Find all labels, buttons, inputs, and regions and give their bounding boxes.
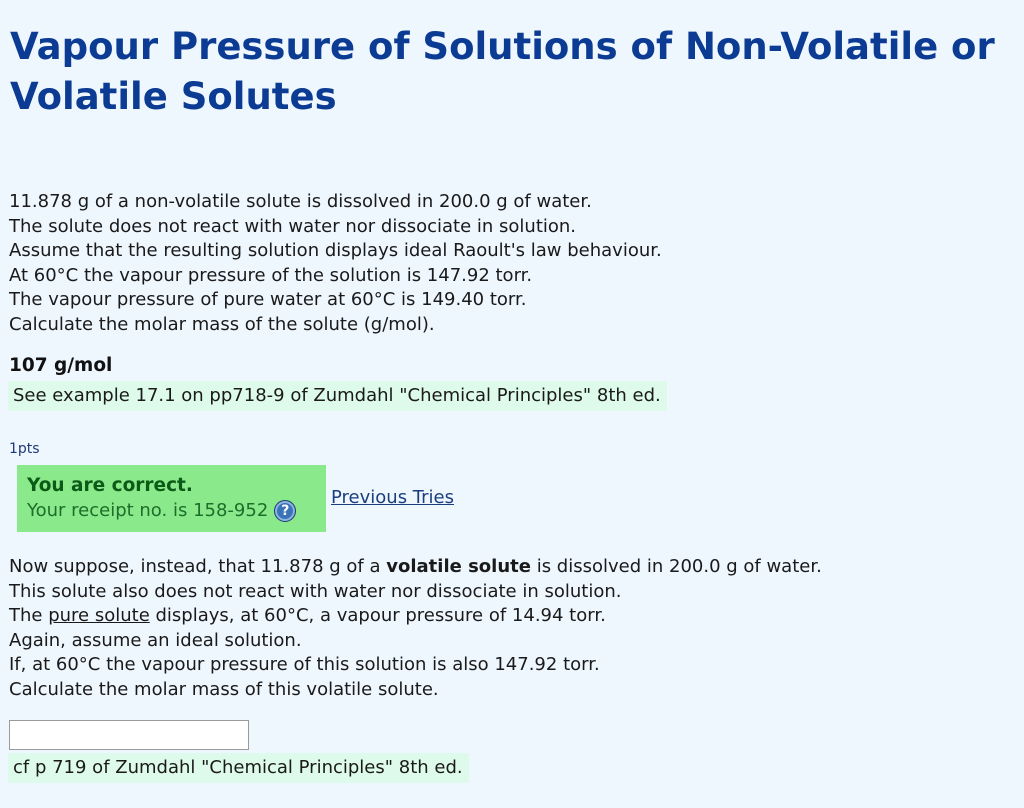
question-1-line: Calculate the molar mass of the solute (g/mol). [9, 313, 435, 335]
page-title [10, 22, 995, 122]
question-1-line: The solute does not react with water nor dissociate in solution. [9, 215, 577, 237]
question-1-line: 11.878 g of a non-volatile solute is dissolved in 200.0 g of water. [9, 191, 592, 212]
question-circle-icon[interactable]: ? [274, 500, 296, 522]
correct-feedback-box [17, 465, 326, 532]
receipt-number: 158-952 [193, 500, 269, 521]
question-2-hint: cf p 719 of Zumdahl "Chemical Principles" 8th ed. [8, 753, 469, 783]
correct-feedback-title: You are correct. [27, 475, 193, 496]
question-1-text [9, 190, 662, 337]
question-2-line-1-pre: Now suppose, instead, that 11.878 g of a [9, 556, 387, 577]
submitted-answer: 107 g/mol [9, 355, 113, 376]
question-2-line-5: If, at 60°C the vapour pressure of this solution is also 147.92 torr. [9, 654, 600, 675]
page-title-line-2: Volatile Solutes [10, 75, 337, 118]
question-2-line-3 [9, 604, 822, 629]
points-label: 1pts [9, 441, 40, 457]
question-2-line-3-pre: The [9, 605, 49, 626]
receipt-prefix: Your receipt no. is [27, 500, 188, 521]
receipt-line [27, 498, 326, 524]
question-2-line-1 [9, 555, 822, 580]
question-1-hint: See example 17.1 on pp718-9 of Zumdahl "Chemical Principles" 8th ed. [8, 381, 667, 411]
question-2-line-6: Calculate the molar mass of this volatile solute. [9, 678, 439, 700]
pure-solute-term: pure solute [48, 605, 150, 626]
volatile-solute-emphasis: volatile solute [386, 556, 531, 577]
previous-tries-link[interactable]: Previous Tries [331, 487, 454, 508]
question-2-line-4: Again, assume an ideal solution. [9, 629, 302, 651]
question-1-line: At 60°C the vapour pressure of the solution is 147.92 torr. [9, 264, 533, 286]
question-2-line-2: This solute also does not react with water nor dissociate in solution. [9, 580, 622, 602]
answer-input[interactable] [9, 720, 249, 750]
question-1-line: Assume that the resulting solution displays ideal Raoult's law behaviour. [9, 240, 662, 261]
question-2-line-3-post: displays, at 60°C, a vapour pressure of 14.94 torr. [149, 605, 606, 626]
question-2-text [9, 555, 822, 702]
question-2-line-1-post: is dissolved in 200.0 g of water. [530, 556, 822, 577]
question-1-line: The vapour pressure of pure water at 60°C is 149.40 torr. [9, 289, 527, 310]
page-title-line-1: Vapour Pressure of Solutions of Non-Volatile or [10, 25, 995, 68]
